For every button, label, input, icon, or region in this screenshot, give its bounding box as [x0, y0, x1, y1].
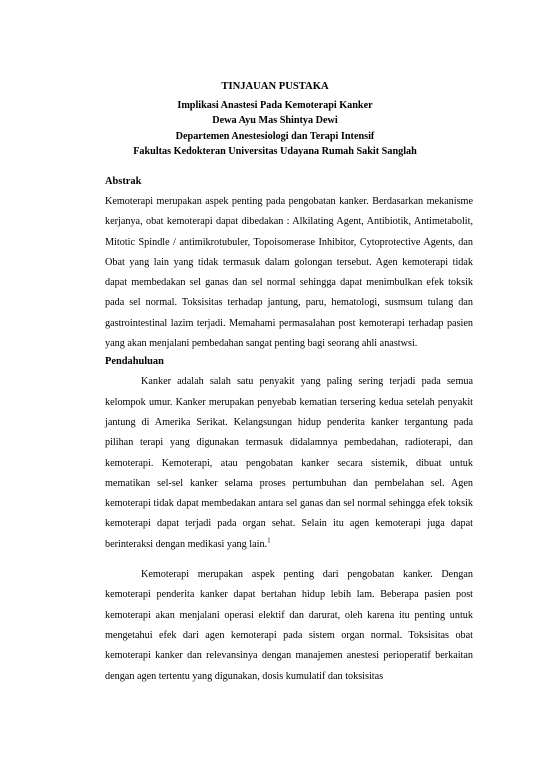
author-department: Departemen Anestesiologi dan Terapi Intensif [175, 130, 375, 142]
introduction-paragraph-1-text: Kanker adalah salah satu penyakit yang paling sering terjadi pada semua kelompok umur. Kanker merupakan penyebab kematian tersering kedua setelah penyakit jantung di Amerika Serikat. Kelangsungan hidup penderita kanker tergantung pada pilihan terapi yang digunakan termasuk didalamnya pembedahan, radioterapi, dan kemoterapi. Kemoterapi, atau pengobatan kanker secara sistemik, dibuat untuk mematikan sel-sel kanker selama proses pertumbuhan dan pembelahan sel. Agen kemoterapi tidak dapat membedakan antara sel ganas dan sel normal sehingga efek toksik kemoterapi dapat terjadi pada organ sehat. Selain itu agen kemoterapi juga dapat berinteraksi dengan medikasi yang lain. [105, 376, 473, 550]
article-header [80, 79, 470, 160]
abstract-heading: Abstrak [105, 176, 142, 187]
article-body [105, 175, 473, 687]
introduction-paragraph-2: Kemoterapi merupakan aspek penting dari pengobatan kanker. Dengan kemoterapi penderita kanker dapat bertahan hidup lebih lam. Beberapa pasien post kemoterapi akan menjalani operasi elektif dan darurat, oleh karena itu penting untuk mengetahui efek dari agen kemoterapi pada sistem organ normal. Toksisitas obat kemoterapi kanker dan relevansinya dengan manajemen anestesi perioperatif berkaitan dengan agen tertentu yang digunakan, dosis kumulatif dan toksisitas [105, 569, 473, 682]
reference-superscript: 1 [267, 536, 271, 545]
introduction-paragraph-1 [105, 372, 473, 555]
author-name: Dewa Ayu Mas Shintya Dewi [212, 115, 338, 127]
article-category-title: TINJAUAN PUSTAKA [221, 81, 329, 92]
abstract-text: Kemoterapi merupakan aspek penting pada pengobatan kanker. Berdasarkan mekanisme kerjanya, obat kemoterapi dapat dibedakan : Alkilating Agent, Antibiotik, Antimetabolit, Mitotic Spindle / antimikrotubuler, Topoisomerase Inhibitor, Cytoprotective Agents, dan Obat yang lain yang tidak termasuk dalam golongan tersebut. Agen kemoterapi tidak dapat membedakan sel ganas dan sel normal sehingga dapat menimbulkan efek toksik pada sel normal. Toksisitas terhadap jantung, paru, hematologi, susmsum tulang dan gastrointestinal lazim terjadi. Memahami permasalahan post kemoterapi terhadap pasien yang akan menjalani pembedahan sangat penting bagi seorang ahli anastwsi. [105, 196, 473, 350]
article-title: Implikasi Anastesi Pada Kemoterapi Kanker [177, 99, 373, 111]
introduction-heading: Pendahuluan [105, 356, 164, 368]
author-faculty: Fakultas Kedokteran Universitas Udayana Rumah Sakit Sanglah [133, 146, 417, 158]
